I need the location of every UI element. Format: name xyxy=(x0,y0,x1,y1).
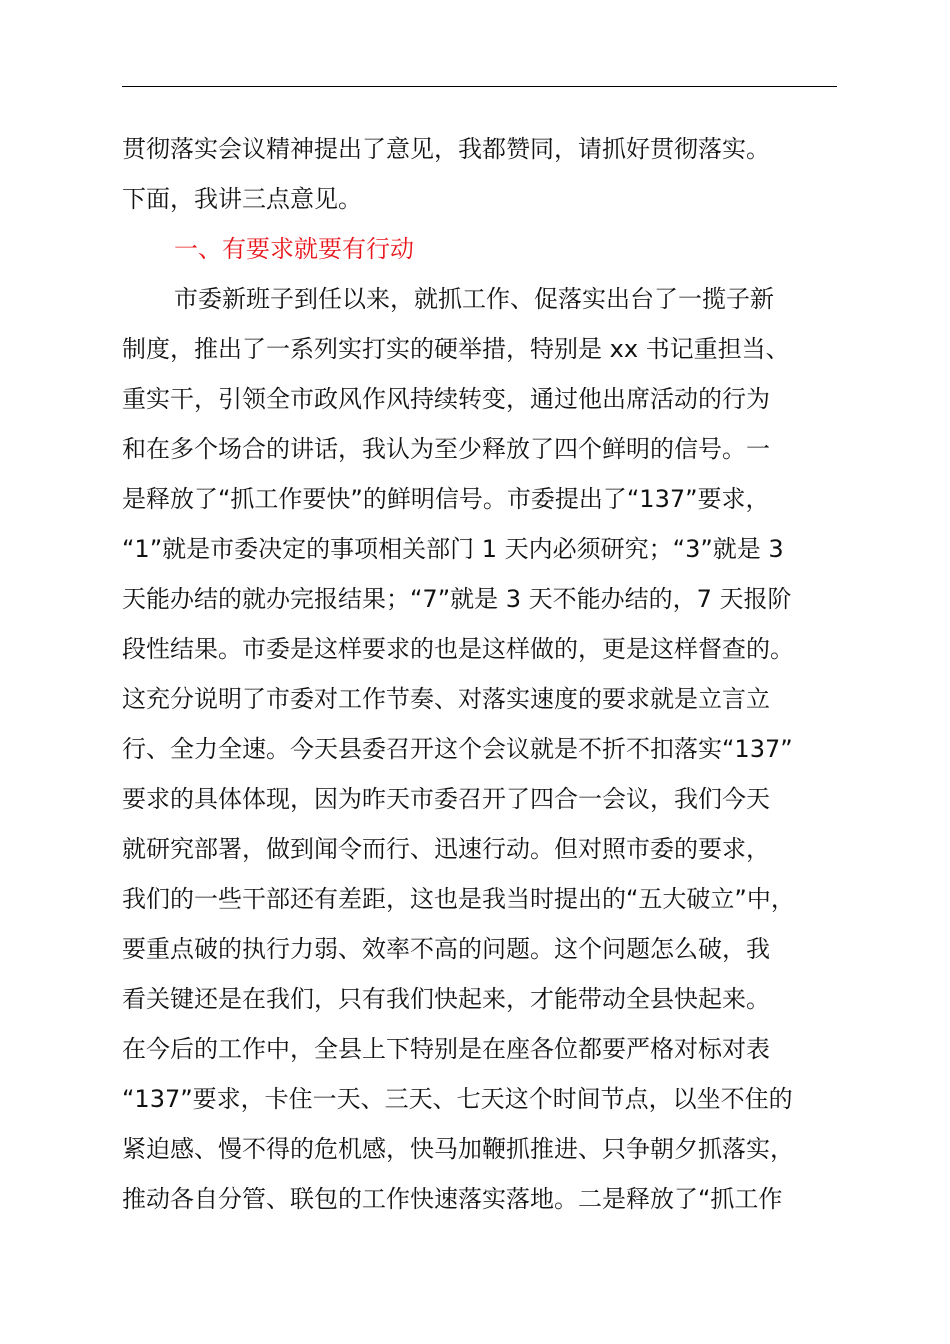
text-line-13: 行、全力全速。今天县委召开这个会议就是不折不扣落实“137” xyxy=(122,735,793,763)
text-line-8: 是释放了“抓工作要快”的鲜明信号。市委提出了“137”要求， xyxy=(122,485,770,513)
text-line-9: “1”就是市委决定的事项相关部门 1 天内必须研究；“3”就是 3 xyxy=(122,535,784,563)
header-rule xyxy=(122,86,837,87)
text-line-18: 看关键还是在我们，只有我们快起来，才能带动全县快起来。 xyxy=(122,985,770,1013)
text-line-22: 推动各自分管、联包的工作快速落实落地。二是释放了“抓工作 xyxy=(122,1185,783,1213)
text-line-11: 段性结果。市委是这样要求的也是这样做的，更是这样督查的。 xyxy=(122,635,794,663)
paragraph-first-line: 市委新班子到任以来，就抓工作、促落实出台了一揽子新 xyxy=(174,285,774,313)
text-line-1: 贯彻落实会议精神提出了意见，我都赞同，请抓好贯彻落实。 xyxy=(122,135,770,163)
text-line-7: 和在多个场合的讲话，我认为至少释放了四个鲜明的信号。一 xyxy=(122,435,770,463)
text-line-12: 这充分说明了市委对工作节奏、对落实速度的要求就是立言立 xyxy=(122,685,770,713)
text-line-5: 制度，推出了一系列实打实的硬举措，特别是 xx 书记重担当、 xyxy=(122,335,790,363)
text-line-16: 我们的一些干部还有差距，这也是我当时提出的“五大破立”中， xyxy=(122,885,795,913)
text-line-14: 要求的具体体现，因为昨天市委召开了四合一会议，我们今天 xyxy=(122,785,770,813)
text-line-21: 紧迫感、慢不得的危机感，快马加鞭抓推进、只争朝夕抓落实， xyxy=(122,1135,794,1163)
text-line-6: 重实干，引领全市政风作风持续转变，通过他出席活动的行为 xyxy=(122,385,770,413)
text-line-19: 在今后的工作中，全县上下特别是在座各位都要严格对标对表 xyxy=(122,1035,770,1063)
text-line-20: “137”要求，卡住一天、三天、七天这个时间节点，以坐不住的 xyxy=(122,1085,793,1113)
text-line-2: 下面，我讲三点意见。 xyxy=(122,185,362,213)
text-line-10: 天能办结的就办完报结果；“7”就是 3 天不能办结的，7 天报阶 xyxy=(122,585,792,613)
text-line-15: 就研究部署，做到闻令而行、迅速行动。但对照市委的要求， xyxy=(122,835,770,863)
text-line-17: 要重点破的执行力弱、效率不高的问题。这个问题怎么破，我 xyxy=(122,935,770,963)
section-heading: 一、有要求就要有行动 xyxy=(174,235,414,263)
